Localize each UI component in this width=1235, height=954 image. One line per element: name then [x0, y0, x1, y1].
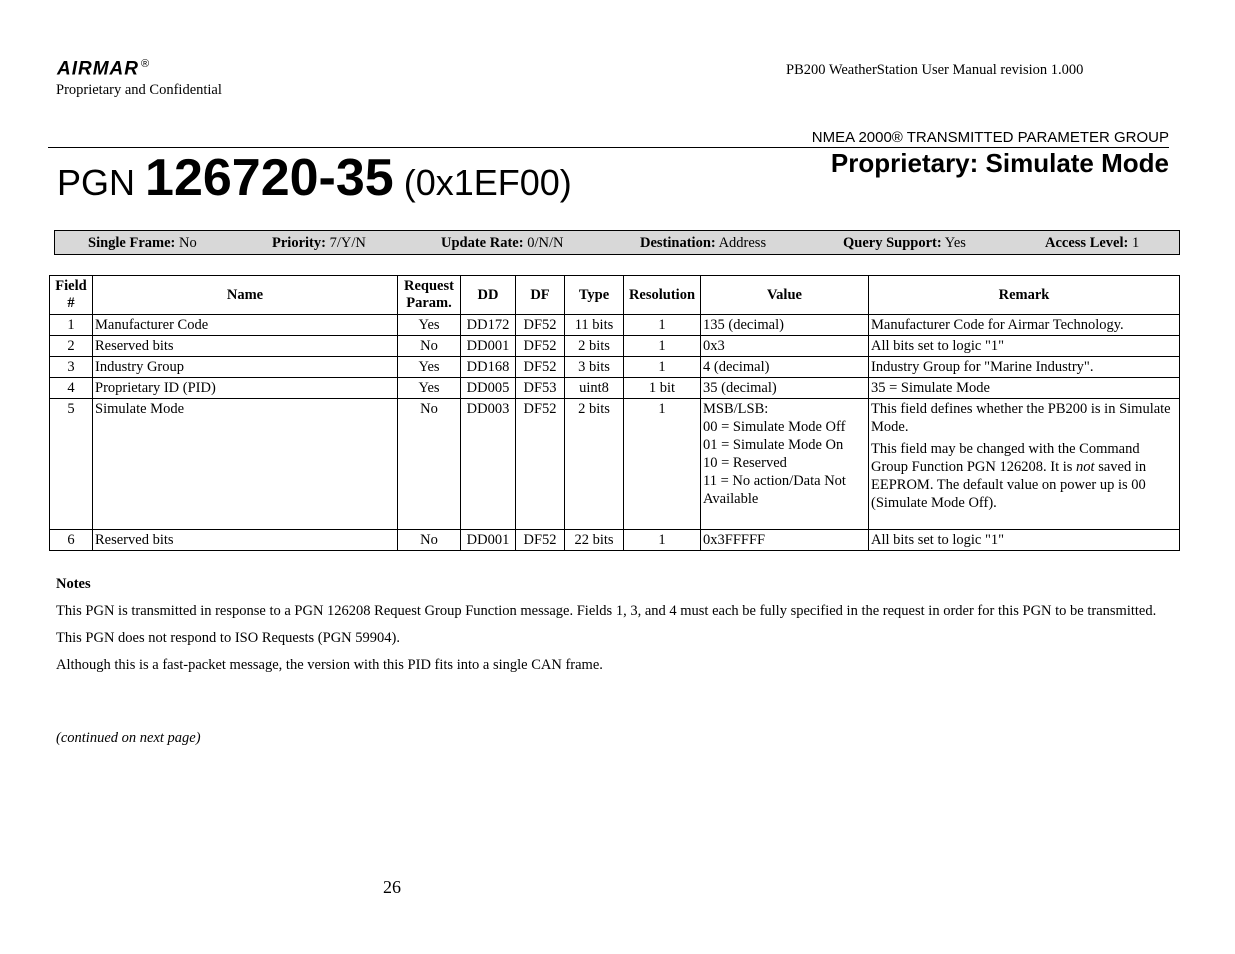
- cell-type: 3 bits: [565, 357, 624, 378]
- cell-value: 135 (decimal): [701, 315, 869, 336]
- table-row: [50, 530, 1180, 551]
- cell-dd: DD172: [461, 315, 516, 336]
- cell-request: Yes: [398, 315, 461, 336]
- col-type: Type: [565, 276, 624, 315]
- airmar-logo: [57, 58, 150, 80]
- cell-dd: DD001: [461, 336, 516, 357]
- col-remark: Remark: [869, 276, 1180, 315]
- manual-title: PB200 WeatherStation User Manual revision 1.000: [786, 62, 1084, 78]
- table-row: [50, 357, 1180, 378]
- cell-type: uint8: [565, 378, 624, 399]
- cell-request: No: [398, 530, 461, 551]
- notes-heading: Notes: [56, 576, 91, 592]
- cell-remark: 35 = Simulate Mode: [869, 378, 1180, 399]
- cell-request: Yes: [398, 357, 461, 378]
- cell-resolution: 1: [624, 530, 701, 551]
- cell-field: 6: [50, 530, 93, 551]
- note-paragraph: This PGN does not respond to ISO Requests (PGN 59904).: [56, 630, 400, 646]
- confidentiality-notice: Proprietary and Confidential: [56, 82, 222, 98]
- property-update-rate: Update Rate: 0/N/N: [441, 235, 564, 251]
- cell-type: 2 bits: [565, 336, 624, 357]
- cell-value: 35 (decimal): [701, 378, 869, 399]
- cell-remark: All bits set to logic "1": [869, 530, 1180, 551]
- cell-field: 4: [50, 378, 93, 399]
- cell-field: 3: [50, 357, 93, 378]
- cell-type: 22 bits: [565, 530, 624, 551]
- cell-df: DF52: [516, 399, 565, 530]
- property-destination: Destination: Address: [640, 235, 767, 251]
- cell-dd: DD005: [461, 378, 516, 399]
- notes-section: [56, 576, 1186, 683]
- cell-resolution: 1: [624, 399, 701, 530]
- col-resolution: Resolution: [624, 276, 701, 315]
- cell-resolution: 1: [624, 315, 701, 336]
- section-title: NMEA 2000® TRANSMITTED PARAMETER GROUP: [811, 129, 1169, 146]
- cell-resolution: 1: [624, 336, 701, 357]
- page-number: 26: [383, 877, 401, 897]
- cell-resolution: 1 bit: [624, 378, 701, 399]
- cell-request: Yes: [398, 378, 461, 399]
- pgn-prefix: PGN: [57, 162, 136, 203]
- note-paragraph: This PGN is transmitted in response to a PGN 126208 Request Group Function message. Fields 1, 3, and 4 must each be fully specified in the request in order for this PGN to be transmitted.: [56, 603, 1157, 619]
- cell-name: Industry Group: [93, 357, 398, 378]
- col-value: Value: [701, 276, 869, 315]
- table-row: [50, 399, 1180, 530]
- cell-dd: DD001: [461, 530, 516, 551]
- property-single-frame: Single Frame: No: [88, 235, 197, 251]
- col-field: Field #: [50, 276, 93, 315]
- col-name: Name: [93, 276, 398, 315]
- cell-remark: This field defines whether the PB200 is in Simulate Mode. This field may be changed with the Command Group Function PGN 126208. It is not saved in EEPROM. The default value on power up is 00 (Simulate Mode Off).: [869, 399, 1180, 530]
- cell-name: Simulate Mode: [93, 399, 398, 530]
- pgn-title: [57, 149, 572, 207]
- cell-request: No: [398, 399, 461, 530]
- properties-bar: [54, 230, 1180, 255]
- cell-df: DF53: [516, 378, 565, 399]
- cell-type: 11 bits: [565, 315, 624, 336]
- pgn-number: 126720-35: [145, 149, 394, 207]
- cell-name: Proprietary ID (PID): [93, 378, 398, 399]
- continued-note: (continued on next page): [56, 730, 201, 746]
- cell-type: 2 bits: [565, 399, 624, 530]
- registered-mark: ®: [141, 58, 151, 70]
- cell-df: DF52: [516, 530, 565, 551]
- pgn-subtitle: Proprietary: Simulate Mode: [830, 148, 1169, 178]
- property-query-support: Query Support: Yes: [843, 235, 966, 251]
- cell-resolution: 1: [624, 357, 701, 378]
- cell-value: 0x3: [701, 336, 869, 357]
- col-dd: DD: [461, 276, 516, 315]
- cell-df: DF52: [516, 357, 565, 378]
- logo-text: AIRMAR: [57, 58, 139, 80]
- property-priority: Priority: 7/Y/N: [272, 235, 366, 251]
- cell-remark: All bits set to logic "1": [869, 336, 1180, 357]
- property-access-level: Access Level: 1: [1045, 235, 1140, 251]
- cell-remark: Manufacturer Code for Airmar Technology.: [869, 315, 1180, 336]
- cell-request: No: [398, 336, 461, 357]
- cell-field: 2: [50, 336, 93, 357]
- cell-remark: Industry Group for "Marine Industry".: [869, 357, 1180, 378]
- table-row: [50, 336, 1180, 357]
- table-header-row: [50, 276, 1180, 315]
- col-request: Request Param.: [398, 276, 461, 315]
- field-table: [49, 275, 1180, 551]
- note-paragraph: Although this is a fast-packet message, the version with this PID fits into a single CAN frame.: [56, 657, 603, 673]
- cell-value: 0x3FFFFF: [701, 530, 869, 551]
- col-df: DF: [516, 276, 565, 315]
- cell-name: Reserved bits: [93, 336, 398, 357]
- cell-name: Manufacturer Code: [93, 315, 398, 336]
- cell-dd: DD003: [461, 399, 516, 530]
- cell-df: DF52: [516, 336, 565, 357]
- cell-field: 5: [50, 399, 93, 530]
- cell-value: 4 (decimal): [701, 357, 869, 378]
- pgn-hex: (0x1EF00): [403, 162, 572, 203]
- cell-df: DF52: [516, 315, 565, 336]
- cell-dd: DD168: [461, 357, 516, 378]
- cell-value: MSB/LSB: 00 = Simulate Mode Off 01 = Simulate Mode On 10 = Reserved 11 = No action/Data Not Available: [701, 399, 869, 530]
- cell-name: Reserved bits: [93, 530, 398, 551]
- cell-field: 1: [50, 315, 93, 336]
- table-row: [50, 315, 1180, 336]
- table-row: [50, 378, 1180, 399]
